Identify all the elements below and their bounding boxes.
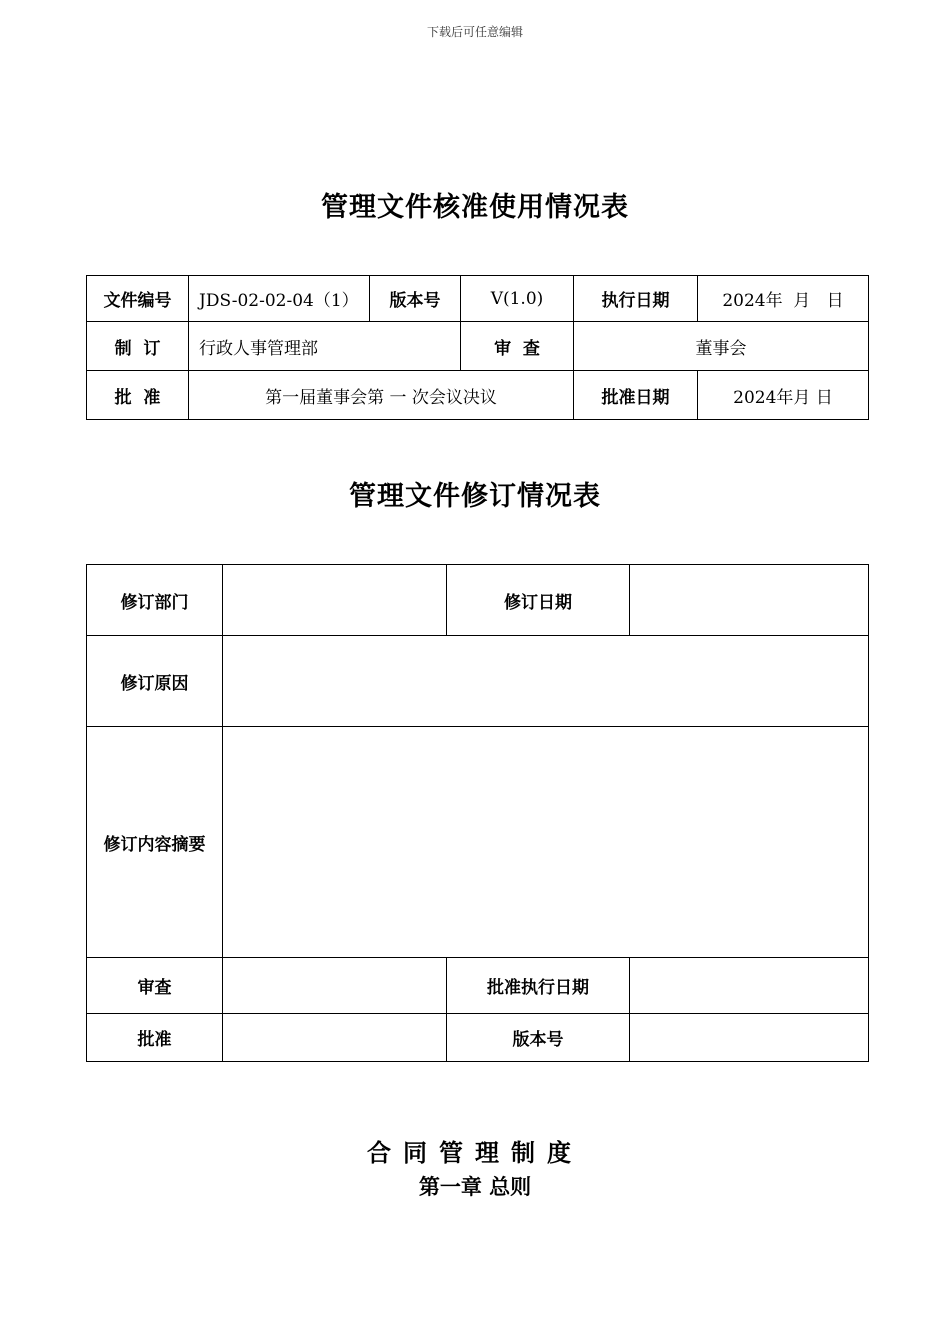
version-label: 版本号 xyxy=(370,276,461,322)
review-value: 董事会 xyxy=(574,322,869,371)
revision-dept-field[interactable] xyxy=(223,565,447,636)
revision-review-label: 审查 xyxy=(87,958,223,1014)
revision-dept-label: 修订部门 xyxy=(87,565,223,636)
revision-version-label: 版本号 xyxy=(447,1014,630,1062)
revision-summary-label: 修订内容摘要 xyxy=(87,727,223,958)
revision-approve-field[interactable] xyxy=(223,1014,447,1062)
exec-date-value: 2024年 月 日 xyxy=(698,276,869,322)
revision-table-title: 管理文件修订情况表 xyxy=(349,481,601,512)
page-header-note: 下载后可任意编辑 xyxy=(426,25,523,39)
approve-date-value: 2024年月 日 xyxy=(698,371,869,420)
exec-date-label: 执行日期 xyxy=(574,276,698,322)
drafted-label: 制 订 xyxy=(87,322,189,371)
revision-reason-field[interactable] xyxy=(223,636,869,727)
section-title: 合同管理制度 xyxy=(367,1138,583,1167)
revision-date-field[interactable] xyxy=(630,565,869,636)
drafted-value: 行政人事管理部 xyxy=(189,322,461,371)
revision-summary-field[interactable] xyxy=(223,727,869,958)
revision-reason-label: 修订原因 xyxy=(87,636,223,727)
revision-approve-label: 批准 xyxy=(87,1014,223,1062)
revision-exec-date-field[interactable] xyxy=(630,958,869,1014)
revision-version-field[interactable] xyxy=(630,1014,869,1062)
doc-no-value: JDS-02-02-04（1） xyxy=(189,276,370,322)
approval-table-title: 管理文件核准使用情况表 xyxy=(321,192,629,223)
revision-date-label: 修订日期 xyxy=(447,565,630,636)
approve-label: 批 准 xyxy=(87,371,189,420)
version-value: V(1.0) xyxy=(461,276,574,322)
review-label: 审 查 xyxy=(461,322,574,371)
approve-value: 第一届董事会第 一 次会议决议 xyxy=(189,371,574,420)
revision-review-field[interactable] xyxy=(223,958,447,1014)
revision-exec-date-label: 批准执行日期 xyxy=(447,958,630,1014)
chapter-heading: 第一章 总则 xyxy=(418,1174,532,1199)
approval-table xyxy=(86,275,869,420)
doc-no-label: 文件编号 xyxy=(87,276,189,322)
approve-date-label: 批准日期 xyxy=(574,371,698,420)
revision-table xyxy=(86,564,869,1062)
